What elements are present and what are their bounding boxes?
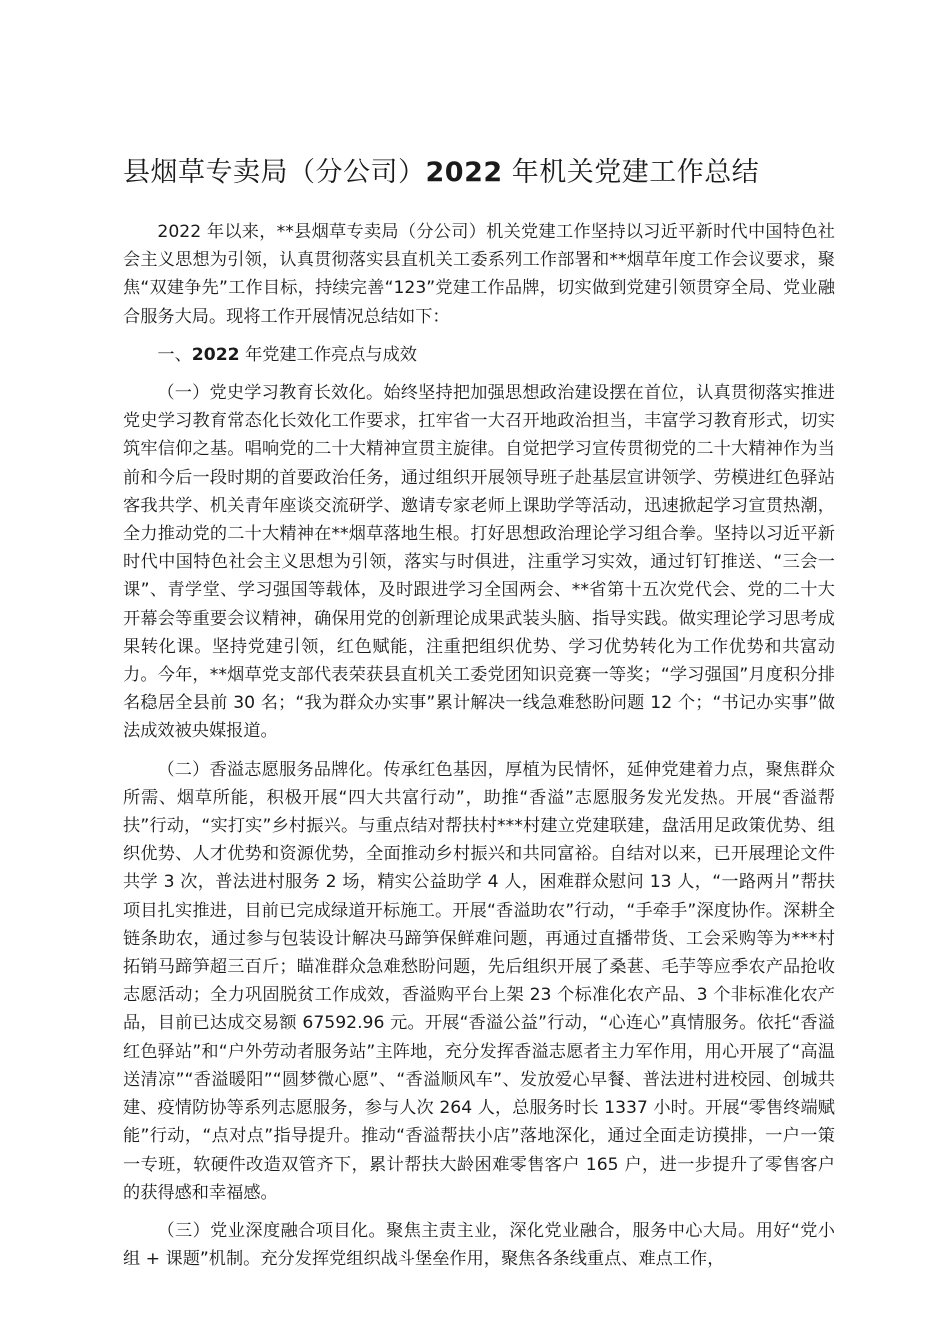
title-year: 2022 bbox=[425, 157, 503, 188]
intro-paragraph: 2022 年以来，**县烟草专卖局（分公司）机关党建工作坚持以习近平新时代中国特色社会主义思想为引领，认真贯彻落实县直机关工委系列工作部署和**烟草年度工作会议要求，聚焦“双建争先”工作目标，持续完善“123”党建工作品牌，切实做到党建引领贯穿全局、党业融合服务大局。现将工作开展情况总结如下： bbox=[123, 222, 835, 327]
paragraph-party-history: （一）党史学习教育长效化。始终坚持把加强思想政治建设摆在首位，认真贯彻落实推进党史学习教育常态化长效化工作要求，扛牢省一大召开地政治担当，丰富学习教育形式，切实筑牢信仰之基。唱响党的二十大精神宣贯主旋律。自觉把学习宣传贯彻党的二十大精神作为当前和今后一段时期的首要政治任务，通过组织开展领导班子赴基层宣讲领学、劳模进红色驿站客我共学、机关青年座谈交流研学、邀请专家老师上课助学等活动，迅速掀起学习宣贯热潮，全力推动党的二十大精神在**烟草落地生根。打好思想政治理论学习组合拳。坚持以习近平新时代中国特色社会主义思想为引领，落实与时俱进，注重学习实效，通过钉钉推送、“三会一课”、青学堂、学习强国等载体，及时跟进学习全国两会、**省第十五次党代会、党的二十大开幕会等重要会议精神，确保用党的创新理论成果武装头脑、指导实践。做实理论学习思考成果转化课。坚持党建引领，红色赋能，注重把组织优势、学习优势转化为工作优势和共富动力。今年，**烟草党支部代表荣获县直机关工委党团知识竞赛一等奖；“学习强国”月度积分排名稳居全县前 30 名；“我为群众办实事”累计解决一线急难愁盼问题 12 个；“书记办实事”做法成效被央媒报道。 bbox=[123, 383, 835, 742]
paragraph-volunteer-service: （二）香溢志愿服务品牌化。传承红色基因，厚植为民情怀，延伸党建着力点，聚焦群众所需、烟草所能，积极开展“四大共富行动”，助推“香溢”志愿服务发光发热。开展“香溢帮扶”行动，“实打实”乡村振兴。与重点结对帮扶村***村建立党建联建，盘活用足政策优势、组织优势、人才优势和资源优势，全面推动乡村振兴和共同富裕。自结对以来，已开展理论文件共学 3 次，普法进村服务 2 场，精实公益助学 4 人，困难群众慰问 13 人，“一路两爿”帮扶项目扎实推进，目前已完成绿道开标施工。开展“香溢助农”行动，“手牵手”深度协作。深耕全链条助农，通过参与包装设计解决马蹄笋保鲜难问题，再通过直播带货、工会采购等为***村拓销马蹄笋超三百斤；瞄准群众急难愁盼问题，先后组织开展了桑葚、毛芋等应季农产品抢收志愿活动；全力巩固脱贫工作成效，香溢购平台上架 23 个标准化农产品、3 个非标准化农产品，目前已达成交易额 67592.96 元。开展“香溢公益”行动，“心连心”真情服务。依托“香溢红色驿站”和“户外劳动者服务站”主阵地，充分发挥香溢志愿者主力军作用，用心开展了“高温送清凉”“香溢暖阳”“圆梦微心愿”、“香溢顺风车”、发放爱心早餐、普法进村进校园、创城共建、疫情防协等系列志愿服务，参与人次 264 人，总服务时长 1337 小时。开展“零售终端赋能”行动，“点对点”指导提升。推动“香溢帮扶小店”落地深化，通过全面走访摸排，一户一策一专班，软硬件改造双管齐下，累计帮扶大龄困难零售客户 165 户，进一步提升了零售客户的获得感和幸福感。 bbox=[123, 759, 835, 1203]
title-suffix: 年机关党建工作总结 bbox=[502, 157, 760, 188]
section-heading-prefix: 一、 bbox=[157, 344, 192, 365]
paragraph-party-business-integration: （三）党业深度融合项目化。聚焦主责主业，深化党业融合，服务中心大局。用好“党小组 + 课题”机制。充分发挥党组织战斗堡垒作用，聚焦各条线重点、难点工作， bbox=[123, 1220, 835, 1270]
document-page bbox=[123, 150, 835, 1283]
section-heading-year: 2022 bbox=[191, 344, 240, 365]
document-title bbox=[123, 150, 835, 196]
title-prefix: 县烟草专卖局（分公司） bbox=[123, 157, 426, 188]
section-heading-1 bbox=[123, 341, 835, 369]
section-heading-suffix: 年党建工作亮点与成效 bbox=[239, 344, 417, 365]
